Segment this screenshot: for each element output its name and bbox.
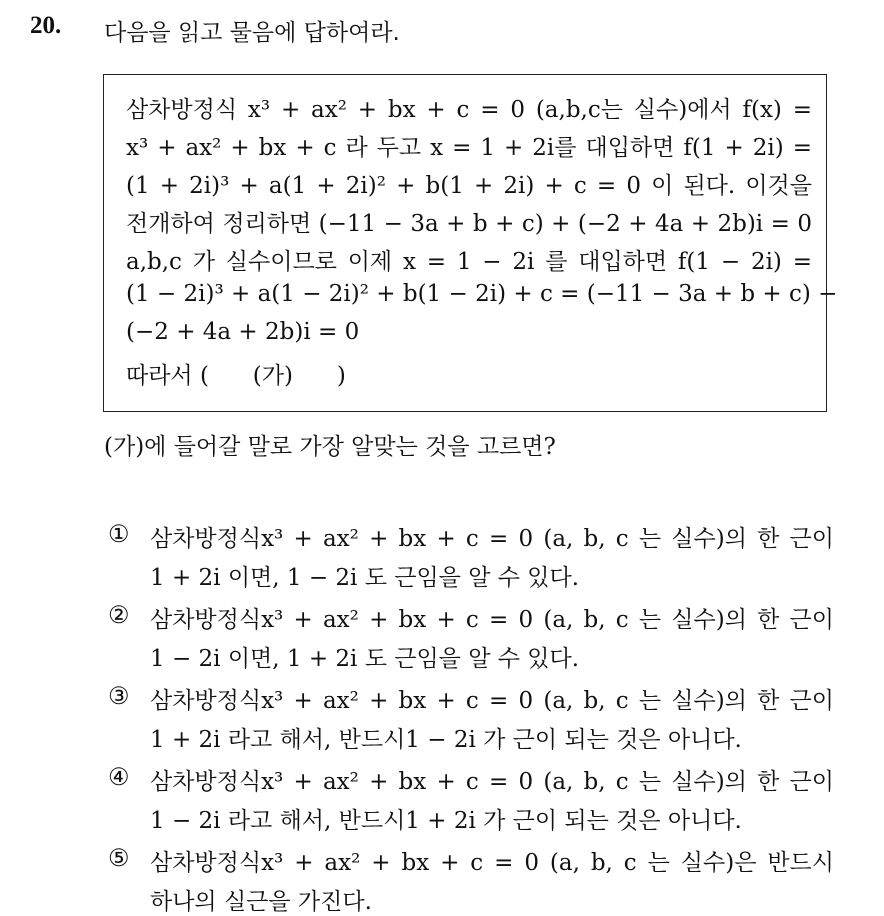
passage-line: 전개하여 정리하면 (−11 − 3a + b + c) + (−2 + 4a + 2b)i = 0 xyxy=(126,211,812,237)
choice-text-line1: 삼차방정식x³ + ax² + bx + c = 0 (a, b, c 는 실수)의 한 근이 xyxy=(150,526,834,552)
passage-line: 삼차방정식 x³ + ax² + bx + c = 0 (a,b,c는 실수)에서 f(x) = xyxy=(126,97,812,123)
choice-text-line1: 삼차방정식x³ + ax² + bx + c = 0 (a, b, c 는 실수)의 한 근이 xyxy=(150,607,834,633)
passage-box xyxy=(103,74,838,412)
choice-text-line2: 하나의 실근을 가진다. xyxy=(150,889,372,915)
passage-line: (1 − 2i)³ + a(1 − 2i)² + b(1 − 2i) + c = (−11 − 3a + b + c) − xyxy=(126,281,838,307)
choice-text-line2: 1 + 2i 라고 해서, 반드시1 − 2i 가 근이 되는 것은 아니다. xyxy=(150,727,742,753)
choice-number: ② xyxy=(108,601,130,629)
choice-number: ④ xyxy=(108,763,130,791)
choice-text-line1: 삼차방정식x³ + ax² + bx + c = 0 (a, b, c 는 실수)의 한 근이 xyxy=(150,688,834,714)
choice-text-line2: 1 − 2i 라고 해서, 반드시1 + 2i 가 근이 되는 것은 아니다. xyxy=(150,808,742,834)
choice-number: ① xyxy=(108,520,130,548)
passage-line: (−2 + 4a + 2b)i = 0 xyxy=(126,319,360,345)
choice-number: ③ xyxy=(108,682,130,710)
choice-text-line1: 삼차방정식x³ + ax² + bx + c = 0 (a, b, c 는 실수)은 반드시 xyxy=(150,850,834,876)
question-instruction: 다음을 읽고 물음에 답하여라. xyxy=(104,20,400,46)
choice-text-line2: 1 + 2i 이면, 1 − 2i 도 근임을 알 수 있다. xyxy=(150,565,580,591)
passage-line: a,b,c 가 실수이므로 이제 x = 1 − 2i 를 대입하면 f(1 − 2i) = xyxy=(126,249,812,275)
question-prompt: (가)에 들어갈 말로 가장 알맞는 것을 고르면? xyxy=(104,434,556,460)
passage-blank-line: 따라서 ( (가) ) xyxy=(126,363,346,389)
choice-number: ⑤ xyxy=(108,844,130,872)
passage-line: x³ + ax² + bx + c 라 두고 x = 1 + 2i를 대입하면 f(1 + 2i) = xyxy=(126,135,812,161)
question-number: 20. xyxy=(30,12,62,39)
choice-text-line1: 삼차방정식x³ + ax² + bx + c = 0 (a, b, c 는 실수)의 한 근이 xyxy=(150,769,834,795)
choice-text-line2: 1 − 2i 이면, 1 + 2i 도 근임을 알 수 있다. xyxy=(150,646,580,672)
passage-line: (1 + 2i)³ + a(1 + 2i)² + b(1 + 2i) + c = 0 이 된다. 이것을 xyxy=(126,173,812,199)
